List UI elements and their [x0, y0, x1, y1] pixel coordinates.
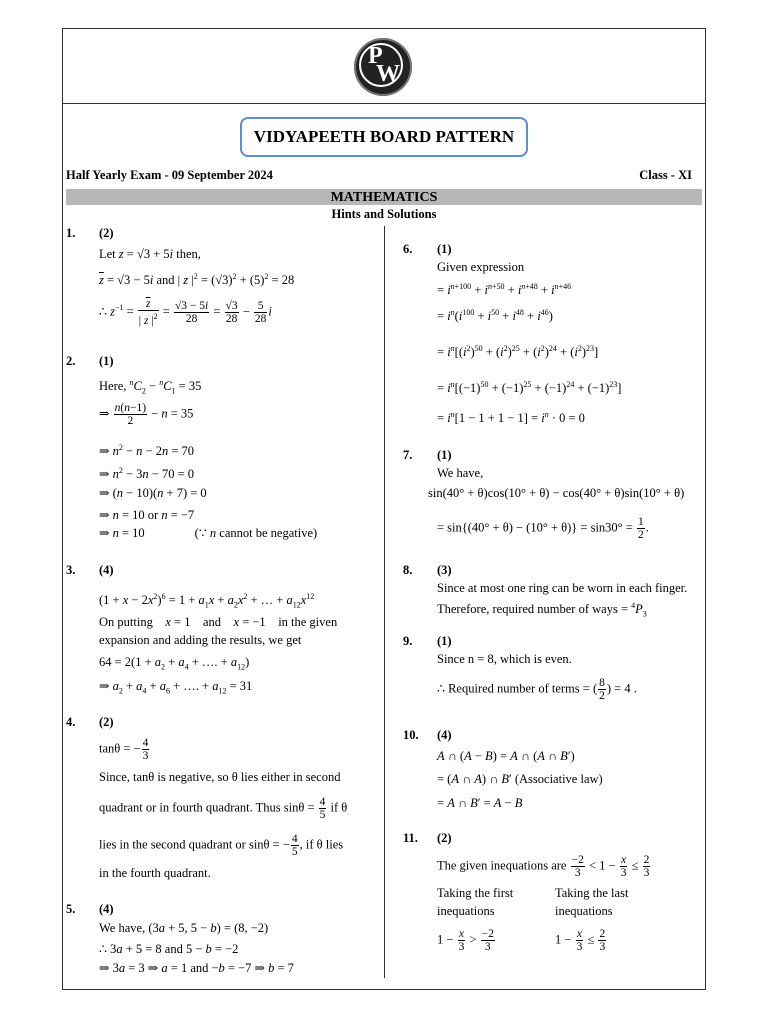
q8-text2: Therefore, required number of ways =	[437, 602, 628, 617]
exam-info: Half Yearly Exam - 09 September 2024	[66, 168, 273, 182]
q4-text3: quadrant or in fourth quadrant. Thus	[99, 800, 281, 815]
q6-answer: (1)	[437, 242, 452, 256]
q5-text1: We have,	[99, 921, 146, 935]
q2-number: 2.	[66, 354, 76, 368]
q6-line3: = $i^n(i^{100} + i^{50} + i^{48} + i^{46})$	[437, 308, 553, 324]
q2-line6: ⇒ n = 10 or n = −7	[99, 508, 195, 522]
q5-line1: We have, (3a + 5, 5 − b) = (8, −2)	[99, 921, 269, 935]
q3-line1: $(1 + x - 2x^2)^6 = 1 + a_1x + a_2x^2$ + … + $a_{12}x^{12}$	[99, 592, 315, 610]
q7-line3: = sin{(40° + θ) − (10° + θ)} = sin30° = $\frac{1}{2}$ .	[437, 516, 649, 541]
q3-line2: On putting x = 1 and x = −1 in the given	[99, 615, 338, 629]
q6-line1: Given expression	[437, 260, 525, 274]
q4-line5: in the fourth quadrant.	[99, 866, 211, 880]
q11-line2: Taking the first	[437, 886, 514, 900]
q2-line7: ⇒ n = 10 (∵ n cannot be negative)	[99, 526, 318, 540]
q6-line4: = $i^n[(i^2)^{50} + (i^2)^{25} + (i^2)^{24} + (i^2)^{23}]$	[437, 344, 599, 360]
q4-text1: Since,	[99, 770, 130, 784]
q3-line5: ⇒ $a_2 + a_4 + a_6$ + …. + $a_{12} = 31$	[99, 679, 253, 696]
q11-answer: (2)	[437, 831, 452, 845]
q1-answer: (2)	[99, 226, 114, 240]
q4-text2: is negative, so θ lies either in second	[157, 770, 341, 784]
q4-line4: lies in the second quadrant or sinθ = − $\frac{4}{5}$ , if θ lies	[99, 833, 344, 858]
q1-line2: $\overline{z} = √3 - 5i$ and | z $|^2 = (√3)^2 + (5)^2 = 28$	[99, 272, 295, 288]
q11-text1: The given inequations are	[437, 858, 567, 873]
q10-text1: (Associative law)	[514, 772, 603, 786]
q3-line3: expansion and adding the results, we get	[99, 633, 302, 647]
column-divider	[384, 226, 385, 978]
q7-line1: We have,	[437, 466, 484, 480]
q11-ineq2: 1 − $\frac{x}{3}$ ≤ $\frac{2}{3}$	[555, 928, 606, 953]
q3-number: 3.	[66, 563, 76, 577]
q7-number: 7.	[403, 448, 413, 462]
q5-line3: ⇒ 3a = 3 ⇒ a = 1 and −b = −7 ⇒ b = 7	[99, 961, 294, 975]
q3-line4: $64 = 2(1 + a_2 + a_4$ + …. + $a_{12}$)	[99, 655, 250, 672]
q6-line5: = $i^n[(-1)^{50} + (-1)^{25} + (-1)^{24} + (-1)^{23}]$	[437, 380, 622, 396]
q7-answer: (1)	[437, 448, 452, 462]
q2-line1: Here, $^nC_2 - ^nC_1 = 35$	[99, 378, 202, 396]
q10-line3: = A ∩ B′ = A − B	[437, 796, 523, 810]
q6-line6: = $i^n[1 - 1 + 1 - 1] = i^n \cdot 0 = 0$	[437, 410, 585, 426]
q2-answer: (1)	[99, 354, 114, 368]
q6-line2: = $i^{n+100} + i^{n+50} + i^{n+48} + i^{n+46}$	[437, 282, 572, 298]
q11-line5: inequations	[555, 904, 613, 918]
q4-text4: if θ	[330, 800, 348, 815]
q5-line2: ∴ 3a + 5 = 8 and 5 − b = −2	[99, 942, 239, 956]
q11-line1: The given inequations are $\frac{-2}{3}$ < 1 − $\frac{x}{3}$ ≤ $\frac{2}{3}$	[437, 854, 650, 879]
q9-line1: Since n = 8, which is even.	[437, 652, 572, 666]
header-divider	[62, 103, 706, 104]
q7-line2: sin(40° + θ)cos(10° + θ) − cos(40° + θ)sin(10° + θ)	[428, 486, 685, 500]
q2-line4: ⇒ $n^2 - 3n - 70 = 0$	[99, 466, 195, 482]
q2-line2: ⇒ $\frac{n(n-1)}{2}$ − n = 35	[99, 402, 194, 427]
q4-answer: (2)	[99, 715, 114, 729]
q5-answer: (4)	[99, 902, 114, 916]
q6-number: 6.	[403, 242, 413, 256]
q4-line1: tanθ = − $\frac{4}{3}$	[99, 737, 149, 762]
q2-here: Here,	[99, 379, 127, 394]
q11-line4: Taking the last	[555, 886, 629, 900]
q4-line2: Since, tanθ is negative, so θ lies either in second	[99, 770, 341, 784]
q9-answer: (1)	[437, 634, 452, 648]
q3-text3: in the given	[278, 615, 338, 629]
class-info: Class - XI	[639, 168, 692, 182]
subject-bar: MATHEMATICS	[66, 189, 702, 205]
q8-number: 8.	[403, 563, 413, 577]
q10-answer: (4)	[437, 728, 452, 742]
q9-line2: ∴ Required number of terms = ( $\frac{8}{2}$ ) = 4 .	[437, 677, 637, 702]
q9-number: 9.	[403, 634, 413, 648]
logo-letter-p: P	[368, 43, 383, 69]
q2-line3: ⇒ $n^2 - n - 2n = 70$	[99, 443, 195, 459]
q2-line5: ⇒ (n − 10)(n + 7) = 0	[99, 486, 207, 500]
q11-ineq1: 1 − $\frac{x}{3}$ > $\frac{-2}{3}$	[437, 928, 494, 953]
q4-text5: lies in the second quadrant or	[99, 837, 246, 852]
q1-line1: Let z = √3 + 5i then,	[99, 247, 201, 261]
q1-number: 1.	[66, 226, 76, 240]
q8-line2: Therefore, required number of ways = $^4P_3$	[437, 601, 647, 619]
q3-answer: (4)	[99, 563, 114, 577]
q4-line3: quadrant or in fourth quadrant. Thus sinθ = $\frac{4}{5}$ if θ	[99, 796, 348, 821]
pw-logo	[354, 38, 412, 96]
subheading: Hints and Solutions	[331, 207, 437, 221]
q8-answer: (3)	[437, 563, 452, 577]
q3-text1: On putting	[99, 615, 153, 629]
q10-number: 10.	[403, 728, 419, 742]
q10-line1: A ∩ (A − B) = A ∩ (A ∩ B′)	[437, 749, 575, 763]
q8-line1: Since at most one ring can be worn in each finger.	[437, 581, 688, 595]
q11-number: 11.	[403, 831, 418, 845]
q10-line2: = (A ∩ A) ∩ B′ (Associative law)	[437, 772, 603, 786]
q5-number: 5.	[66, 902, 76, 916]
q4-number: 4.	[66, 715, 76, 729]
q9-text2: Required number of terms =	[448, 681, 590, 696]
logo-letter-w: W	[376, 61, 400, 87]
q4-text6: , if θ lies	[299, 837, 344, 852]
page-title: VIDYAPEETH BOARD PATTERN	[240, 117, 528, 157]
q1-line3: ∴ $z^{-1}$ = $\frac{\overline{z}}{| z |^2}$ = $\frac{√3 - 5i}{28}$ = $\frac{√3}{28}$ − $\frac{5}{28}$ i	[99, 298, 272, 327]
q11-line3: inequations	[437, 904, 495, 918]
q3-text2: and	[202, 615, 222, 629]
